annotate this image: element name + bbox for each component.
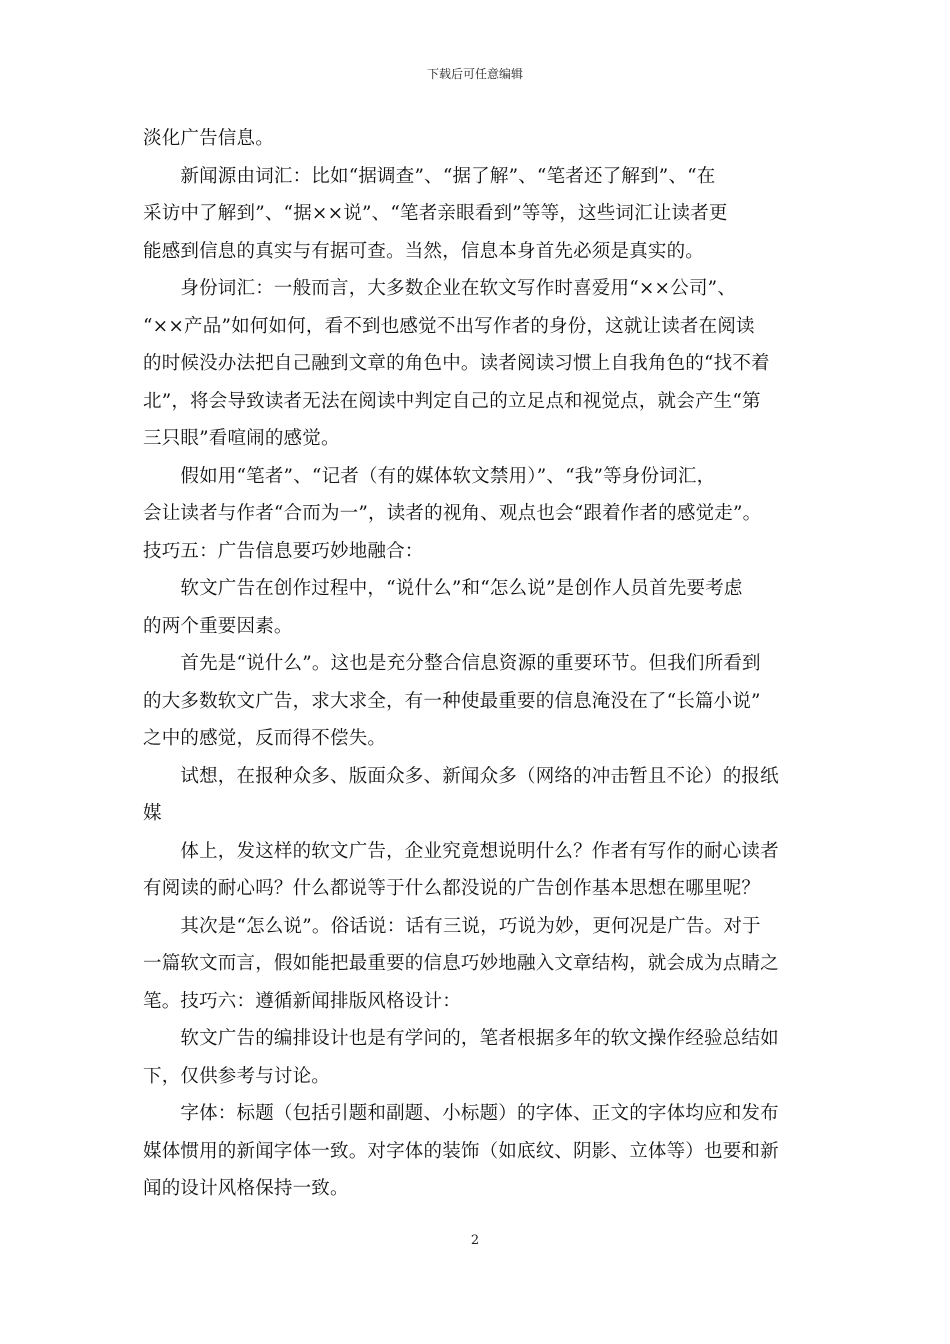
page-header: 下载后可任意编辑 bbox=[426, 67, 523, 81]
text-line: 有阅读的耐心吗？什么都说等于什么都没说的广告创作基本思想在哪里呢？ bbox=[143, 878, 761, 899]
text-line: 下，仅供参考与讨论。 bbox=[143, 1065, 331, 1087]
document-body bbox=[143, 120, 815, 1208]
section-heading-line: 技巧五：广告信息要巧妙地融合： bbox=[143, 540, 424, 562]
text-line: 采访中了解到”、“据××说”、“笔者亲眼看到”等等，这些词汇让读者更 bbox=[143, 203, 728, 224]
text-line: 字体：标题（包括引题和副题、小标题）的字体、正文的字体均应和发布 bbox=[143, 1103, 779, 1124]
text-line: 闻的设计风格保持一致。 bbox=[143, 1178, 349, 1199]
text-line: 软文广告的编排设计也是有学问的，笔者根据多年的软文操作经验总结如 bbox=[143, 1028, 779, 1049]
text-line: 笔。技巧六：遵循新闻排版风格设计： bbox=[143, 990, 461, 1012]
text-line: 其次是“怎么说”。俗话说：话有三说，巧说为妙，更何况是广告。对于 bbox=[143, 915, 761, 937]
text-line: 软文广告在创作过程中，“说什么”和“怎么说”是创作人员首先要考虑 bbox=[143, 578, 743, 599]
text-line: “××产品”如何如何，看不到也感觉不出写作者的身份，这就让读者在阅读 bbox=[143, 315, 755, 337]
text-line: 的两个重要因素。 bbox=[143, 615, 293, 637]
text-line: 的大多数软文广告，求大求全，有一种使最重要的信息淹没在了“长篇小说” bbox=[143, 690, 761, 712]
text-line: 试想，在报种众多、版面众多、新闻众多（网络的冲击暂且不论）的报纸 bbox=[143, 765, 779, 787]
text-line: 能感到信息的真实与有据可查。当然，信息本身首先必须是真实的。 bbox=[143, 240, 705, 262]
text-line: 三只眼”看喧闹的感觉。 bbox=[143, 428, 340, 449]
text-line: 首先是“说什么”。这也是充分整合信息资源的重要环节。但我们所看到 bbox=[143, 653, 761, 674]
text-line: 假如用“笔者”、“记者（有的媒体软文禁用）”、“我”等身份词汇， bbox=[143, 465, 716, 487]
text-line: 体上，发这样的软文广告，企业究竟想说明什么？作者有写作的耐心读者 bbox=[143, 840, 779, 862]
text-line: 北”，将会导致读者无法在阅读中判定自己的立足点和视觉点，就会产生“第 bbox=[143, 390, 761, 412]
text-line: 一篇软文而言，假如能把最重要的信息巧妙地融入文章结构，就会成为点睛之 bbox=[143, 953, 779, 974]
text-line: 媒体惯用的新闻字体一致。对字体的装饰（如底纹、阴影、立体等）也要和新 bbox=[143, 1140, 779, 1162]
page-number: 2 bbox=[470, 1233, 480, 1248]
text-line: 之中的感觉，反而得不偿失。 bbox=[143, 728, 387, 749]
text-line: 的时候没办法把自己融到文章的角色中。读者阅读习惯上自我角色的“找不着 bbox=[143, 353, 770, 374]
text-line: 淡化广告信息。 bbox=[143, 128, 274, 149]
text-line: 身份词汇：一般而言，大多数企业在软文写作时喜爱用“××公司”、 bbox=[143, 278, 737, 299]
text-line: 新闻源由词汇：比如“据调查”、“据了解”、“笔者还了解到”、“在 bbox=[143, 165, 716, 187]
text-line: 媒 bbox=[143, 803, 162, 824]
text-line: 会让读者与作者“合而为一”，读者的视角、观点也会“跟着作者的感觉走”。 bbox=[143, 503, 762, 524]
